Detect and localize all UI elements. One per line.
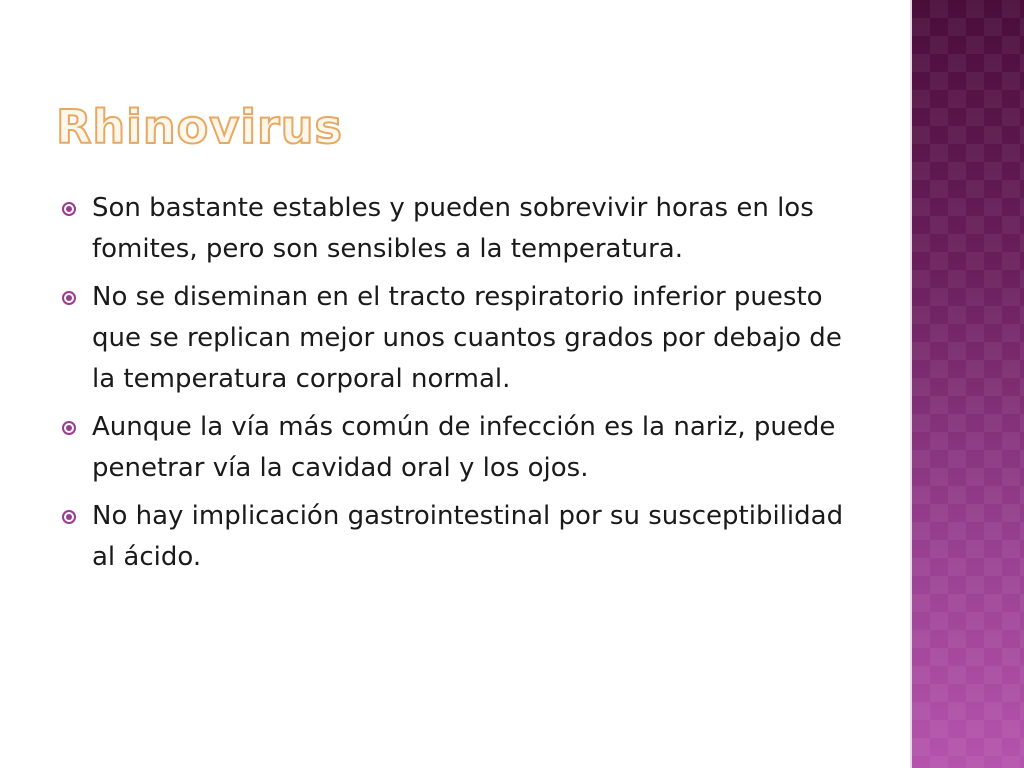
bullet-item-1 bbox=[62, 188, 862, 270]
bullet-item-3 bbox=[62, 407, 862, 489]
bullet-list bbox=[62, 188, 862, 585]
circle-bullet-icon bbox=[62, 202, 76, 216]
bullet-item-4 bbox=[62, 496, 862, 578]
bullet-text-2: No se diseminan en el tracto respiratorio inferior puesto que se replican mejor unos cuantos grados por debajo de la temperatura corporal normal. bbox=[92, 282, 842, 394]
circle-bullet-icon bbox=[62, 421, 76, 435]
bullet-item-2 bbox=[62, 277, 862, 400]
bullet-text-4: No hay implicación gastrointestinal por su susceptibilidad al ácido. bbox=[92, 501, 844, 572]
bullet-text-1: Son bastante estables y pueden sobrevivir horas en los fomites, pero son sensibles a la temperatura. bbox=[92, 193, 814, 264]
slide-title: Rhinovirus bbox=[56, 100, 343, 154]
circle-bullet-icon bbox=[62, 291, 76, 305]
bullet-text-3: Aunque la vía más común de infección es la nariz, puede penetrar vía la cavidad oral y los ojos. bbox=[92, 412, 836, 483]
decorative-side-band bbox=[912, 0, 1024, 768]
circle-bullet-icon bbox=[62, 510, 76, 524]
